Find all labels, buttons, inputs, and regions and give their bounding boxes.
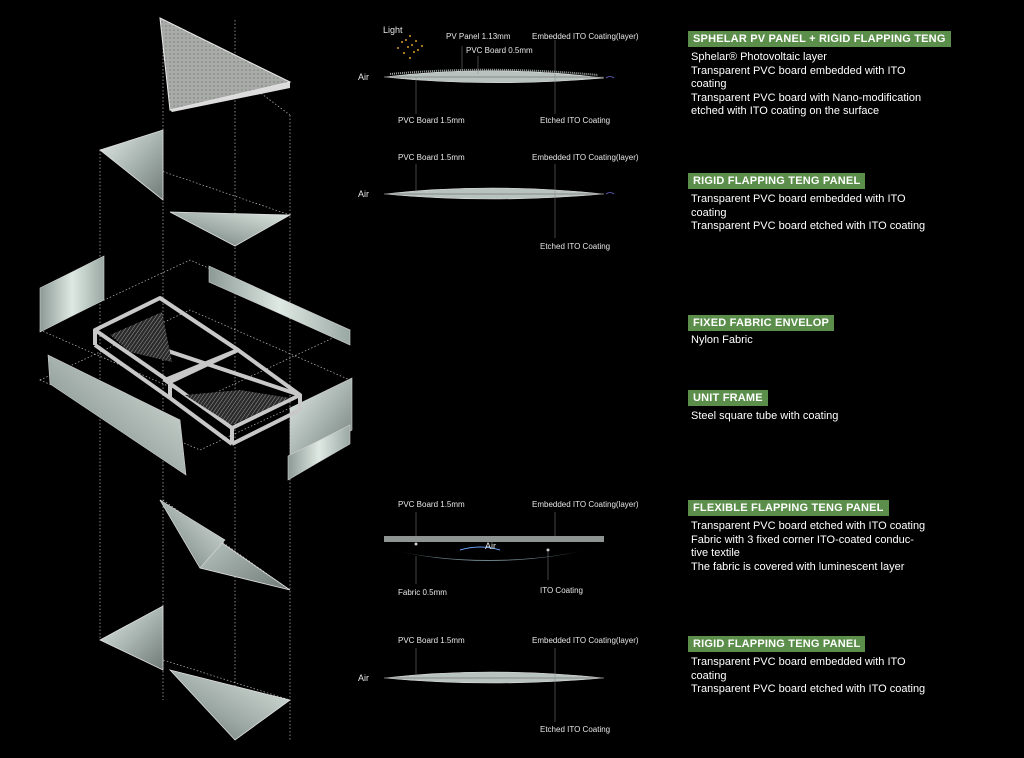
- desc-line: coating: [691, 206, 727, 219]
- section-title-1: SPHELAR PV PANEL + RIGID FLAPPING TENG: [688, 31, 951, 47]
- d1-pvc-top-label: PVC Board 0.5mm: [466, 46, 533, 55]
- rigid-panel-1-right: [170, 212, 290, 246]
- d2-pvc-label: PVC Board 1.5mm: [398, 153, 465, 162]
- d3-pvc-label: PVC Board 1.5mm: [398, 500, 465, 509]
- section-title-5: FLEXIBLE FLAPPING TENG PANEL: [688, 500, 889, 516]
- desc-line: Nylon Fabric: [691, 334, 753, 346]
- section-title-6: RIGID FLAPPING TENG PANEL: [688, 636, 865, 652]
- d2-etched-label: Etched ITO Coating: [540, 242, 611, 251]
- rigid-panel-1-left: [100, 130, 163, 200]
- pv-panel-shape: [160, 18, 290, 110]
- section-desc-1: [691, 51, 921, 119]
- fabric-sheet-left: [40, 256, 104, 332]
- desc-line: coating: [691, 78, 727, 90]
- section-title-2: RIGID FLAPPING TENG PANEL: [688, 173, 865, 189]
- rigid-panel-2-left: [100, 606, 163, 670]
- desc-line: coating: [691, 669, 727, 682]
- d1-light-label: Light: [383, 25, 403, 35]
- desc-line: Transparent PVC board embedded with ITO: [691, 64, 906, 77]
- section-4-profile: [384, 648, 604, 722]
- d1-air-label: Air: [358, 72, 369, 82]
- d1-pv-panel-label: PV Panel 1.13mm: [446, 32, 511, 41]
- desc-line: The fabric is covered with luminescent layer: [691, 560, 905, 573]
- desc-line: Sphelar® Photovoltaic layer: [691, 51, 827, 63]
- fabric-sheet-left-low: [48, 355, 186, 475]
- desc-line: Fabric with 3 fixed corner ITO-coated conduc-: [691, 533, 914, 546]
- exploded-axonometric: [0, 0, 360, 758]
- desc-line: Transparent PVC board embedded with ITO: [691, 193, 906, 205]
- desc-line: Transparent PVC board embedded with ITO: [691, 656, 906, 668]
- d2-embedded-label: Embedded ITO Coating(layer): [532, 153, 639, 162]
- desc-line: Transparent PVC board etched with ITO coating: [691, 220, 926, 232]
- section-title-3: FIXED FABRIC ENVELOP: [688, 315, 834, 331]
- desc-line: Transparent PVC board with Nano-modification: [691, 91, 922, 104]
- desc-line: Steel square tube with coating: [691, 410, 839, 422]
- desc-line: etched with ITO coating on the surface: [691, 105, 880, 117]
- d4-pvc-label: PVC Board 1.5mm: [398, 636, 465, 645]
- section-2-profile: [384, 164, 614, 238]
- d2-air-label: Air: [358, 189, 369, 199]
- section-desc-3: [691, 334, 753, 348]
- section-desc-6: [691, 656, 925, 697]
- light-rays: [397, 35, 423, 59]
- fabric-sheet-right-top: [209, 266, 350, 345]
- section-desc-5: [691, 520, 925, 574]
- d4-etched-label: Etched ITO Coating: [540, 725, 611, 734]
- d3-ito-label: ITO Coating: [540, 586, 583, 595]
- section-desc-2: [691, 193, 925, 234]
- d4-air-label: Air: [358, 673, 369, 683]
- d1-etched-label: Etched ITO Coating: [540, 116, 611, 125]
- section-desc-4: [691, 410, 838, 424]
- d4-embedded-label: Embedded ITO Coating(layer): [532, 636, 639, 645]
- desc-line: tive textile: [691, 547, 740, 559]
- d1-embedded-label: Embedded ITO Coating(layer): [532, 32, 639, 41]
- d3-air-label: Air: [485, 541, 496, 551]
- section-title-4: UNIT FRAME: [688, 390, 768, 406]
- rigid-panel-2-right: [170, 670, 290, 740]
- desc-line: Transparent PVC board etched with ITO coating: [691, 683, 926, 695]
- desc-line: Transparent PVC board etched with ITO coating: [691, 520, 926, 532]
- d3-fabric-label: Fabric 0.5mm: [398, 588, 447, 597]
- d3-embedded-label: Embedded ITO Coating(layer): [532, 500, 639, 509]
- d1-pvc-bottom-label: PVC Board 1.5mm: [398, 116, 465, 125]
